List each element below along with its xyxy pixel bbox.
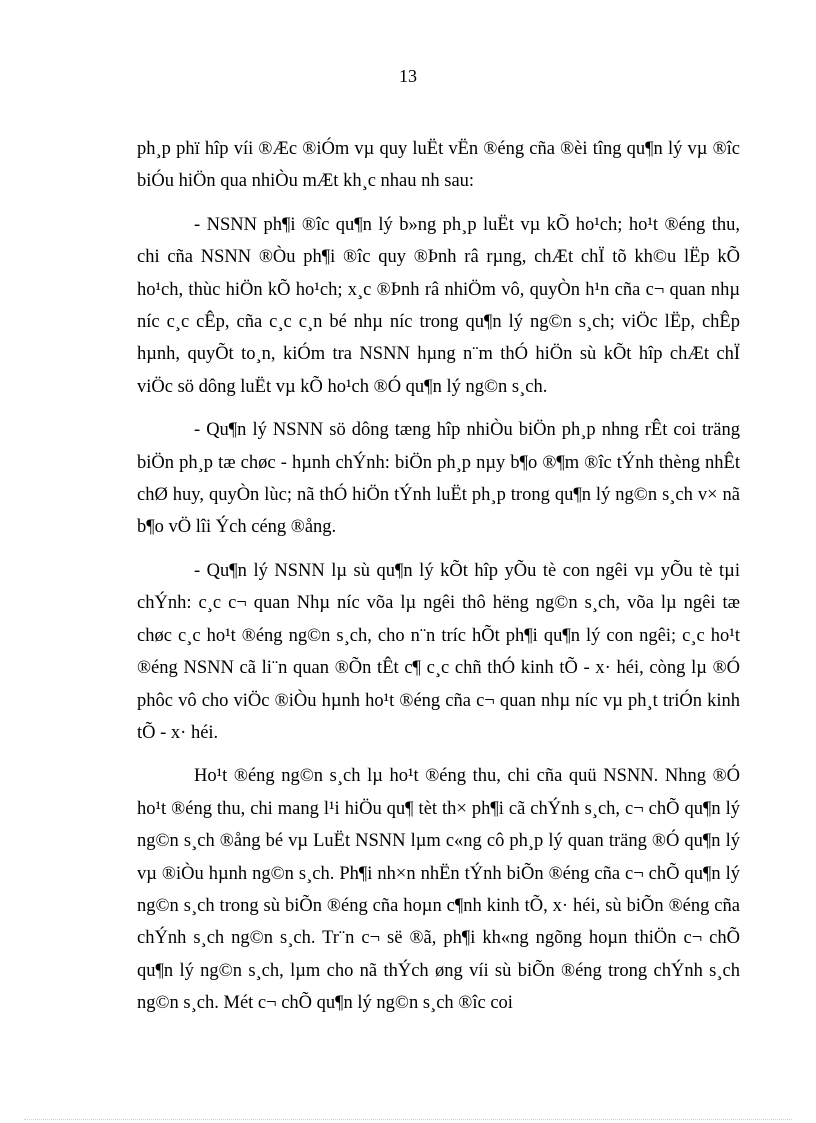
paragraph-bullet-administrative-measures: - Qu¶n lý NSNN sö dông tæng hîp nhiÒu biÖn ph¸p nhng rÊt coi träng biÖn ph¸p tæ chøc - hµnh chÝnh: biÖn ph¸p nµy b¶o ®¶m ®îc tÝnh thèng nhÊt chØ huy, quyÒn lùc; nã thÓ hiÖn tÝnh luËt ph¸p trong qu¶n lý ng©n s¸ch v× nã b¶o vÖ lîi Ých céng ®ång. bbox=[137, 420, 740, 538]
paragraph-bullet-human-and-finance: - Qu¶n lý NSNN lµ sù qu¶n lý kÕt hîp yÕu tè con ngêi vµ yÕu tè tµi chÝnh: c¸c c¬ quan Nhµ níc võa lµ ngêi thô hëng ng©n s¸ch, võa lµ ngêi tæ chøc c¸c ho¹t ®éng ng©n s¸ch, cho n¨n tríc hÕt ph¶i qu¶n lý con ngêi; c¸c ho¹t ®éng NSNN cã li¨n quan ®Õn tÊt c¶ c¸c chñ thÓ kinh tÕ - x· héi, còng lµ ®Ó phôc vô cho viÖc ®iÒu hµnh ho¹t ®éng cña c¬ quan nhµ níc vµ ph¸t triÓn kinh tÕ - x· héi. bbox=[137, 560, 740, 743]
paragraph-continuation: ph¸p phï hîp víi ®Æc ®iÓm vµ quy luËt vËn ®éng cña ®èi tîng qu¶n lý vµ ®îc biÓu hiÖn qua nhiÒu mÆt kh¸c nhau nh sau: bbox=[137, 139, 740, 192]
paragraph-bullet-law-and-plan: - NSNN ph¶i ®îc qu¶n lý b»ng ph¸p luËt vµ kÕ ho¹ch; ho¹t ®éng thu, chi cña NSNN ®Òu ph¶i ®îc quy ®Þnh râ rµng, chÆt chÏ tõ kh©u lËp kÕ ho¹ch, thùc hiÖn kÕ ho¹ch; x¸c ®Þnh râ nhiÖm vô, quyÒn h¹n cña c¬ quan nhµ níc c¸c cÊp, cña c¸c c¸n bé nhµ níc trong qu¶n lý ng©n s¸ch; viÖc lËp, chÊp hµnh, quyÕt to¸n, kiÓm tra NSNN hµng n¨m thÓ hiÖn sù kÕt hîp chÆt chÏ viÖc sö dông luËt vµ kÕ ho¹ch ®Ó qu¶n lý ng©n s¸ch. bbox=[137, 214, 740, 397]
page-bottom-divider bbox=[24, 1119, 792, 1120]
page-number: 13 bbox=[399, 66, 417, 86]
paragraph-budget-activities: Ho¹t ®éng ng©n s¸ch lµ ho¹t ®éng thu, chi cña quü NSNN. Nhng ®Ó ho¹t ®éng thu, chi mang l¹i hiÖu qu¶ tèt th× ph¶i cã chÝnh s¸ch, c¬ chÕ qu¶n lý ng©n s¸ch ®ång bé vµ LuËt NSNN lµm c«ng cô ph¸p lý quan träng ®Ó qu¶n lý vµ ®iÒu hµnh ng©n s¸ch. Ph¶i nh×n nhËn tÝnh biÕn ®éng cña c¬ chÕ qu¶n lý ng©n s¸ch trong sù biÕn ®éng cña hoµn c¶nh kinh tÕ, x· héi, sù biÕn ®éng cña chÝnh s¸ch ng©n s¸ch. Tr¨n c¬ së ®ã, ph¶i kh«ng ngõng hoµn thiÖn c¬ chÕ qu¶n lý ng©n s¸ch, lµm cho nã thÝch øng víi sù biÕn ®éng trong chÝnh s¸ch ng©n s¸ch. Mét c¬ chÕ qu¶n lý ng©n s¸ch ®îc coi bbox=[137, 766, 740, 1014]
body-text bbox=[137, 133, 740, 1020]
